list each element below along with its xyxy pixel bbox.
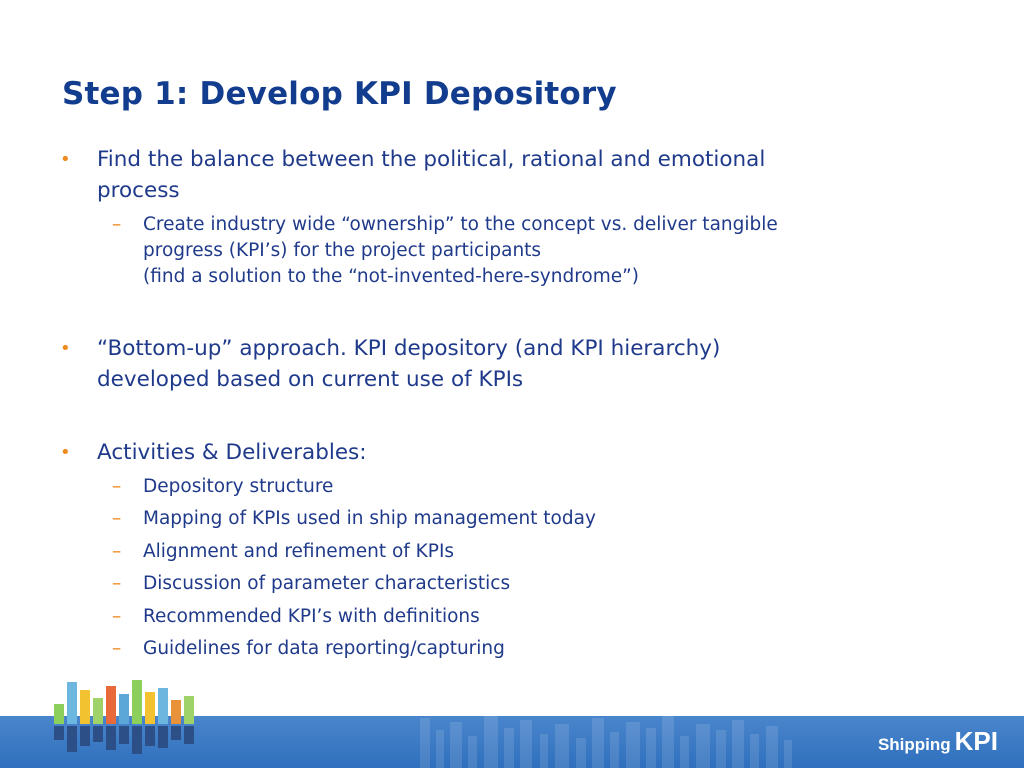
brand-word-kpi: KPI (954, 726, 998, 756)
sub-bullet-deliverable (112, 474, 942, 500)
sub-bullet-deliverable (112, 571, 942, 597)
bullet-bottom-up (60, 333, 940, 395)
bullet-activities (60, 437, 940, 468)
sub-text-line: Alignment and refinement of KPIs (143, 541, 455, 562)
bullet-dot: • (60, 442, 71, 463)
brand-wordmark (878, 726, 998, 757)
bullet-text-line: Find the balance between the political, rational and emotional (97, 147, 766, 172)
sub-dash: – (112, 573, 122, 594)
bullet-text-line: Activities & Deliverables: (97, 440, 367, 465)
slide-title: Step 1: Develop KPI Depository (62, 76, 617, 112)
shipping-kpi-logo-icon (50, 676, 210, 756)
sub-text-line: progress (KPI’s) for the project participants (143, 240, 542, 261)
sub-dash: – (112, 638, 122, 659)
sub-dash: – (112, 541, 122, 562)
bullet-dot: • (60, 149, 71, 170)
sub-dash: – (112, 606, 122, 627)
sub-bullet-deliverable (112, 636, 942, 662)
bullet-text-line: process (97, 178, 180, 203)
sub-text-line: Create industry wide “ownership” to the concept vs. deliver tangible (143, 214, 778, 235)
sub-text-line: Depository structure (143, 476, 334, 497)
sub-text-line: Recommended KPI’s with definitions (143, 606, 480, 627)
bullet-balance (60, 144, 940, 206)
bullet-dot: • (60, 338, 71, 359)
sub-text-line: Guidelines for data reporting/capturing (143, 638, 505, 659)
sub-dash: – (112, 214, 122, 235)
sub-dash: – (112, 476, 122, 497)
bullet-text-line: “Bottom-up” approach. KPI depository (and KPI hierarchy) (97, 336, 721, 361)
sub-dash: – (112, 508, 122, 529)
bullet-text-line: developed based on current use of KPIs (97, 367, 524, 392)
sub-bullet-ownership (112, 212, 942, 290)
sub-bullet-deliverable (112, 506, 942, 532)
sub-text-line: Mapping of KPIs used in ship management today (143, 508, 596, 529)
sub-bullet-deliverable (112, 539, 942, 565)
sub-text-line: Discussion of parameter characteristics (143, 573, 511, 594)
brand-word-shipping: Shipping (877, 735, 951, 754)
sub-text-line: (find a solution to the “not-invented-here-syndrome”) (143, 266, 639, 287)
sub-bullet-deliverable (112, 604, 942, 630)
